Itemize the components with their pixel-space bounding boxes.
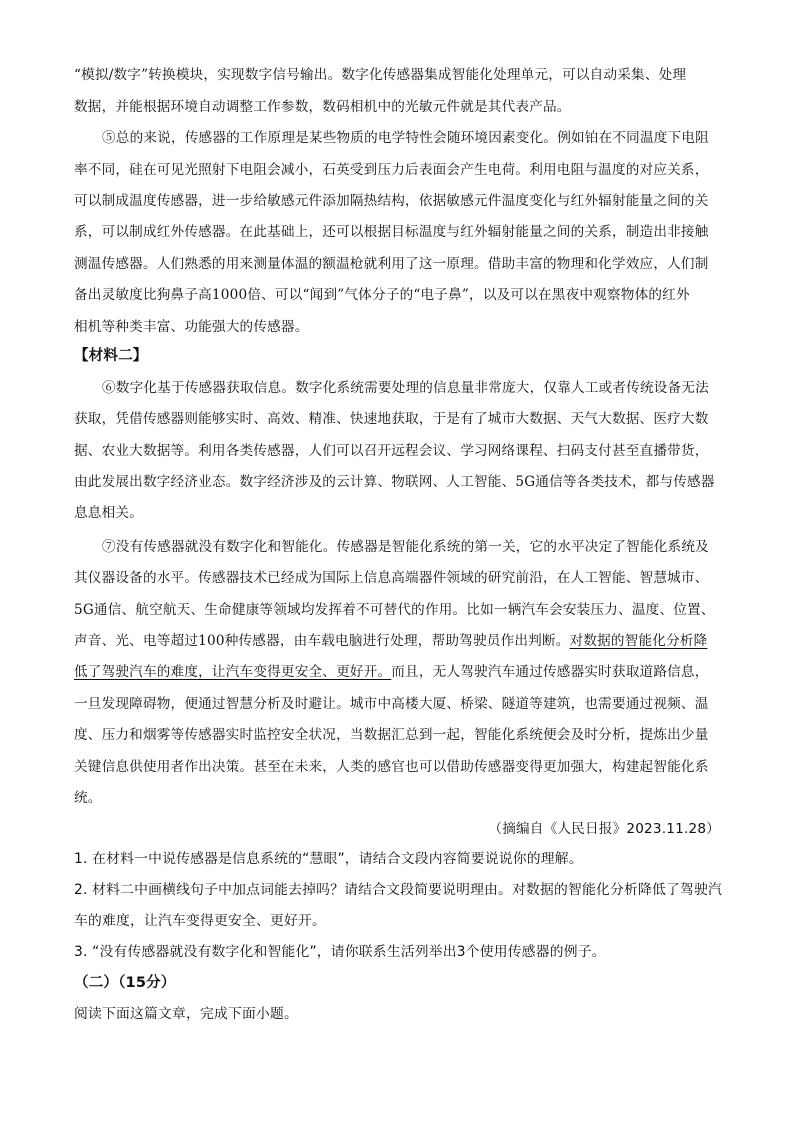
m1-line-2: 数据，并能根据环境自动调整工作参数，数码相机中的光敏元件就是其代表产品。	[74, 99, 571, 115]
underlined-sentence-part2: 低了驾驶汽车的难度，让汽车变得更安全、更好开。	[74, 664, 392, 680]
m2-p6-line-4: 由此发展出数字经济业态。数字经济涉及的云计算、物联网、人工智能、5G通信等各类技术，都与传感器	[74, 474, 715, 490]
m1-line-5: 可以制成温度传感器，进一步给敏感元件添加隔热结构，依据敏感元件温度变化与红外辐射能量之间的关	[74, 193, 709, 209]
m1-line-3: ⑤总的来说，传感器的工作原理是某些物质的电学特性会随环境因素变化。例如铂在不同温度下电阻	[102, 130, 709, 146]
material2-heading: 【材料二】	[74, 348, 148, 364]
m2-p6-line-1: ⑥数字化基于传感器获取信息。数字化系统需要处理的信息量非常庞大，仅靠人工或者传统设备无法	[102, 380, 709, 396]
question-1: 1. 在材料一中说传感器是信息系统的“慧眼”，请结合文段内容简要说说你的理解。	[74, 851, 583, 867]
m2-p7-line-6: 一旦发现障碍物，便通过智慧分析及时避让。城市中高楼大厦、桥梁、隧道等建筑，也需要通过视频、温	[74, 696, 709, 712]
question-3: 3. “没有传感器就没有数字化和智能化”，请你联系生活列举出3个使用传感器的例子。	[74, 944, 606, 960]
m2-p7-line-4	[74, 631, 720, 651]
m2-p6-line-3: 据、农业大数据等。利用各类传感器，人们可以召开远程会议、学习网络课程、扫码支付甚至直播带货，	[74, 443, 709, 459]
question-2-line-2: 车的难度，让汽车变得更安全、更好开。	[74, 913, 326, 929]
m2-p7-line-9: 统。	[74, 790, 102, 806]
m2-p7-line-2: 其仪器设备的水平。传感器技术已经成为国际上信息高端器件领域的研究前沿，在人工智能、智慧城市、	[74, 570, 709, 586]
m1-line-9: 相机等种类丰富、功能强大的传感器。	[74, 319, 309, 335]
m2-p6-line-2: 获取，凭借传感器则能够实时、高效、精准、快速地获取，于是有了城市大数据、天气大数据、医疗大数	[74, 411, 709, 427]
p7-line5-text: 而且，无人驾驶汽车通过传感器实时获取道路信息，	[391, 664, 709, 680]
m2-p6-line-5: 息息相关。	[74, 505, 143, 521]
m2-p7-line-8: 关键信息供使用者作出决策。甚至在未来，人类的感官也可以借助传感器变得更加强大，构建起智能化系	[74, 759, 709, 775]
m2-p7-line-7: 度、压力和烟雾等传感器实时监控安全状况，当数据汇总到一起，智能化系统便会及时分析，提炼出少量	[74, 727, 709, 743]
m1-line-7: 测温传感器。人们熟悉的用来测量体温的额温枪就利用了这一原理。借助丰富的物理和化学效应，人们制	[74, 256, 709, 272]
section-2-instruction: 阅读下面这篇文章，完成下面小题。	[74, 1006, 298, 1022]
m1-line-4: 率不同，硅在可见光照射下电阻会减小，石英受到压力后表面会产生电荷。利用电阻与温度的对应关系，	[74, 162, 709, 178]
m1-line-8: 备出灵敏度比狗鼻子高1000倍、可以“闻到”气体分子的“电子鼻”，以及可以在黑夜中观察物体的红外	[74, 287, 690, 303]
source-citation: （摘编自《人民日报》2023.11.28）	[488, 821, 720, 837]
m2-p7-line-3: 5G通信、航空航天、生命健康等领域均发挥着不可替代的作用。比如一辆汽车会安装压力、温度、位置、	[74, 602, 715, 618]
p7-line4-text: 声音、光、电等超过100种传感器，由车载电脑进行处理，帮助驾驶员作出判断。	[74, 633, 570, 649]
m1-line-6: 系，可以制成红外传感器。在此基础上，还可以根据目标温度与红外辐射能量之间的关系，制造出非接触	[74, 224, 709, 240]
question-2-line-1: 2. 材料二中画横线句子中加点词能去掉吗？请结合文段简要说明理由。对数据的智能化分析降低了驾驶汽	[74, 882, 723, 898]
m2-p7-line-5	[74, 662, 720, 682]
underlined-sentence-part1: 对数据的智能化分析降	[569, 633, 708, 649]
section-2-heading: （二）（15分）	[74, 975, 176, 991]
m1-line-1: “模拟/数字”转换模块，实现数字信号输出。数字化传感器集成智能化处理单元，可以自动采集、处理	[74, 67, 687, 83]
m2-p7-line-1: ⑦没有传感器就没有数字化和智能化。传感器是智能化系统的第一关，它的水平决定了智能化系统及	[102, 539, 709, 555]
